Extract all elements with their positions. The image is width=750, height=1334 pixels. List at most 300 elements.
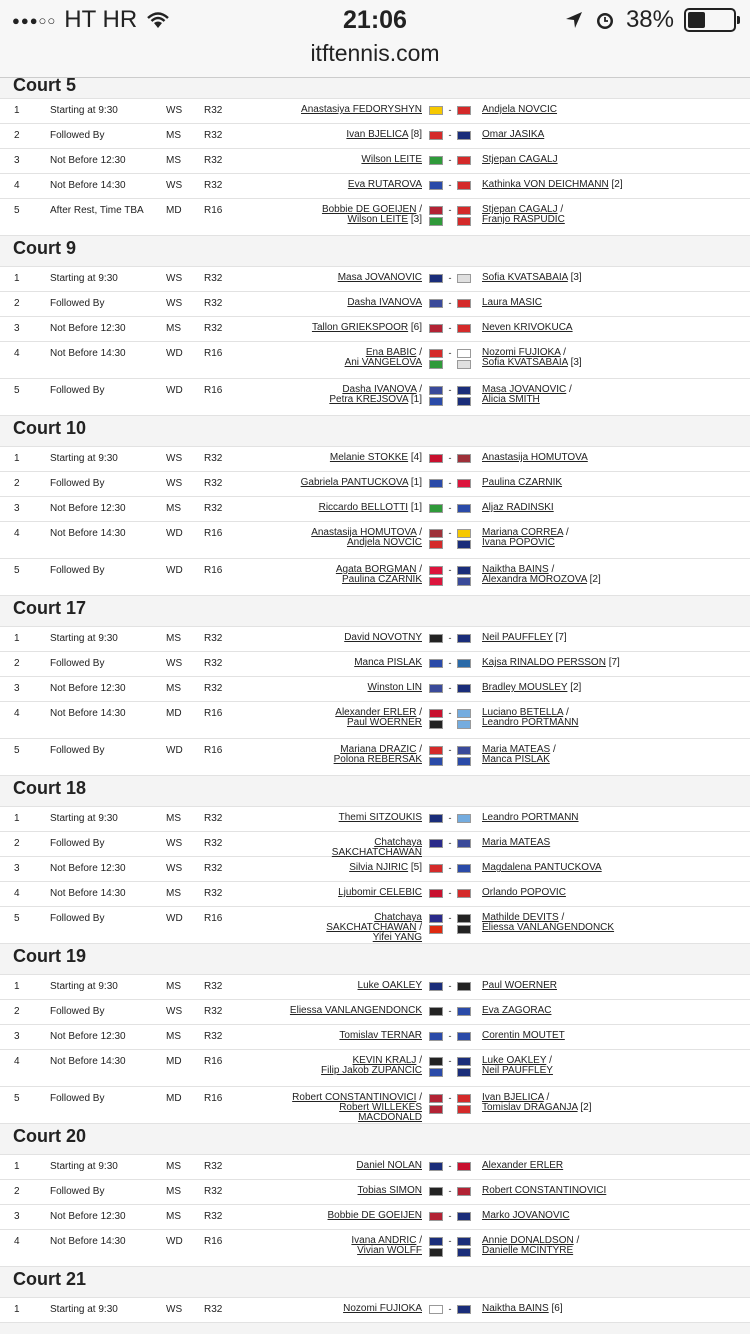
- match-row: [0, 198, 750, 235]
- away-flag-icon: [457, 1305, 471, 1314]
- player-link[interactable]: Alexandra MOROZOVA: [482, 574, 587, 585]
- home-player-line: [282, 683, 422, 693]
- player-link[interactable]: Alicia SMITH: [482, 394, 540, 405]
- player-link[interactable]: Eliessa VANLANGENDONCK: [482, 922, 615, 933]
- away-player-line: Maria MATEAS /: [482, 744, 556, 755]
- home-flag-icon: [429, 720, 443, 729]
- match-event: WD: [166, 565, 183, 576]
- away-players: [478, 1230, 678, 1256]
- away-player-line: Stjepan CAGALJ /: [482, 204, 564, 215]
- player-link[interactable]: Ena BABIC: [365, 347, 417, 358]
- match-event: WS: [166, 180, 183, 191]
- home-player-line: [282, 478, 422, 488]
- match-row: [0, 1086, 750, 1123]
- dash: -: [448, 1056, 452, 1066]
- player-link[interactable]: Kajsa RINALDO PERSSON: [482, 657, 606, 668]
- flag-pair: [429, 478, 471, 488]
- home-player-line: Anastasija HOMUTOVA /: [311, 527, 422, 538]
- player-link[interactable]: Bobbie DE GOEIJEN: [321, 204, 417, 215]
- player-link[interactable]: Orlando POPOVIC: [482, 887, 566, 898]
- player-link[interactable]: Mathilde DEVITS: [482, 912, 559, 923]
- battery-percent: 38%: [625, 6, 674, 33]
- player-link[interactable]: Magdalena PANTUCKOVA: [482, 862, 602, 873]
- player-link[interactable]: Chatchaya SAKCHATCHAWAN: [331, 837, 422, 858]
- player-link[interactable]: Franjo RASPUDIC: [482, 214, 565, 225]
- alarm-icon: [594, 9, 616, 31]
- match-event: WD: [166, 913, 183, 924]
- flags: [422, 99, 478, 115]
- home-players: [282, 149, 422, 165]
- match-number: 2: [14, 1186, 20, 1197]
- player-link[interactable]: Wilson LEITE: [361, 154, 422, 165]
- home-player-line: Alexander ERLER /: [335, 707, 422, 718]
- away-player-line: [482, 503, 678, 513]
- player-link[interactable]: Robert WILLEKES MACDONALD: [339, 1102, 422, 1123]
- home-flag-icon: [429, 217, 443, 226]
- flag-row: [429, 745, 471, 755]
- home-flag-icon: [429, 1032, 443, 1041]
- player-link[interactable]: Anastasiya FEDORYSHYN: [301, 104, 422, 115]
- player-link[interactable]: Manca PISLAK: [354, 657, 422, 668]
- player-link[interactable]: Luciano BETELLA: [482, 707, 564, 718]
- player-link[interactable]: Silvia NJIRIC: [349, 862, 409, 873]
- flag-pair: [429, 981, 471, 991]
- dash: -: [448, 1186, 452, 1196]
- away-player-line: [482, 838, 678, 848]
- away-flag-icon: [457, 709, 471, 718]
- away-players: [478, 739, 678, 765]
- home-flag-icon: [429, 839, 443, 848]
- seed: [1]: [410, 502, 422, 513]
- match-event: WS: [166, 453, 183, 464]
- seed: [2]: [580, 1102, 592, 1113]
- away-flag-icon: [457, 540, 471, 549]
- match-row: [0, 558, 750, 595]
- home-player-line: [282, 323, 422, 333]
- player-link[interactable]: Marko JOVANOVIC: [482, 1210, 570, 1221]
- match-number: 1: [14, 813, 20, 824]
- match-round: R16: [204, 565, 223, 576]
- player-link[interactable]: Dasha IVANOVA: [342, 384, 417, 395]
- away-players: [478, 522, 678, 548]
- match-round: R16: [204, 385, 223, 396]
- player-link[interactable]: Andjela NOVCIC: [346, 537, 422, 548]
- dash: -: [448, 1093, 452, 1103]
- away-flag-icon: [457, 982, 471, 991]
- match-round: R16: [204, 528, 223, 539]
- away-flag-icon: [457, 659, 471, 668]
- court-title: Court 5: [0, 78, 750, 98]
- player-link[interactable]: Leandro PORTMANN: [482, 812, 579, 823]
- player-link[interactable]: Themi SITZOUKIS: [338, 812, 422, 823]
- home-flag-icon: [429, 106, 443, 115]
- player-link[interactable]: Yifei YANG: [372, 932, 422, 943]
- match-row: [0, 738, 750, 775]
- player-link[interactable]: Tomislav TERNAR: [339, 1030, 422, 1041]
- player-link[interactable]: Ivan BJELICA: [346, 129, 409, 140]
- home-player-line: [282, 888, 422, 898]
- dash: -: [448, 528, 452, 538]
- player-link[interactable]: Ivana POPOVIC: [482, 537, 555, 548]
- player-link[interactable]: Petra KREJSOVA: [329, 394, 409, 405]
- player-link[interactable]: Kathinka VON DEICHMANN: [482, 179, 609, 190]
- player-link[interactable]: Maria MATEAS: [482, 744, 551, 755]
- away-players: [478, 174, 678, 190]
- away-flag-icon: [457, 925, 471, 934]
- dash: -: [448, 565, 452, 575]
- away-players: [478, 1000, 678, 1016]
- flag-row: [429, 216, 471, 226]
- match-row: [0, 1049, 750, 1086]
- match-number: 1: [14, 453, 20, 464]
- player-link[interactable]: Naiktha BAINS: [482, 564, 549, 575]
- signal-icon: ●●●○○: [12, 12, 57, 28]
- away-player-line: [482, 180, 678, 190]
- clock: 21:06: [343, 6, 407, 34]
- player-link[interactable]: Paul WOERNER: [482, 980, 558, 991]
- away-flag-icon: [457, 181, 471, 190]
- match-round: R32: [204, 1304, 223, 1315]
- home-flag-icon: [429, 181, 443, 190]
- home-players: [282, 1298, 422, 1314]
- match-event: WS: [166, 478, 183, 489]
- flag-row: [429, 565, 471, 575]
- player-link[interactable]: Tallon GRIEKSPOOR: [311, 322, 409, 333]
- battery-icon: [684, 8, 736, 32]
- away-player-line: [482, 323, 678, 333]
- player-link[interactable]: Omar JASIKA: [482, 129, 545, 140]
- away-players: [478, 199, 678, 225]
- player-link[interactable]: Eva RUTAROVA: [347, 179, 422, 190]
- court-title: Court 18: [0, 776, 750, 806]
- player-link[interactable]: Corentin MOUTET: [482, 1030, 565, 1041]
- flags: [422, 447, 478, 463]
- seed: [3]: [570, 357, 582, 368]
- match-round: R32: [204, 633, 223, 644]
- player-link[interactable]: Maria MATEAS: [482, 837, 551, 848]
- player-link[interactable]: Andjela NOVCIC: [482, 104, 558, 115]
- seed: [1]: [410, 477, 422, 488]
- player-link[interactable]: David NOVOTNY: [344, 632, 422, 643]
- player-link[interactable]: Winston LIN: [367, 682, 422, 693]
- away-players: [478, 379, 678, 405]
- match-number: 4: [14, 708, 20, 719]
- player-link[interactable]: Ivan BJELICA: [482, 1092, 544, 1103]
- flags: [422, 739, 478, 766]
- match-number: 1: [14, 1304, 20, 1315]
- flag-row: [429, 1056, 471, 1066]
- player-link[interactable]: Gabriela PANTUCKOVA: [300, 477, 409, 488]
- court-title: Court 21: [0, 1267, 750, 1297]
- player-link[interactable]: Bradley MOUSLEY: [482, 682, 568, 693]
- flag-pair: [429, 205, 471, 226]
- match-number: 1: [14, 633, 20, 644]
- player-link[interactable]: Leandro PORTMANN: [482, 717, 579, 728]
- away-players: [478, 857, 678, 873]
- flags: [422, 857, 478, 873]
- player-link[interactable]: Naiktha BAINS: [482, 1303, 549, 1314]
- match-start: After Rest, Time TBA: [50, 205, 144, 216]
- match-event: MS: [166, 503, 181, 514]
- flag-pair: [429, 453, 471, 463]
- away-players: [478, 559, 678, 585]
- home-flag-icon: [429, 397, 443, 406]
- home-players: [282, 472, 422, 488]
- home-player-line: Ivana ANDRIC /: [351, 1235, 422, 1246]
- match-row: [0, 1024, 750, 1049]
- flags: [422, 677, 478, 693]
- match-number: 5: [14, 913, 20, 924]
- match-number: 3: [14, 503, 20, 514]
- flag-row: [429, 719, 471, 729]
- away-flag-icon: [457, 274, 471, 283]
- home-flag-icon: [429, 360, 443, 369]
- player-link[interactable]: Masa JOVANOVIC: [482, 384, 567, 395]
- away-player-line: [482, 1161, 678, 1171]
- away-players: [478, 292, 678, 308]
- home-player-line: [282, 1161, 422, 1171]
- player-link[interactable]: Neven KRIVOKUCA: [482, 322, 573, 333]
- away-flag-icon: [457, 349, 471, 358]
- flags: [422, 652, 478, 668]
- away-player-line: Luciano BETELLA /: [482, 707, 569, 718]
- match-round: R32: [204, 888, 223, 899]
- match-start: Not Before 12:30: [50, 1031, 126, 1042]
- url-text: itftennis.com: [310, 40, 440, 66]
- player-link[interactable]: Agata BORGMAN: [335, 564, 417, 575]
- match-event: WD: [166, 1236, 183, 1247]
- home-player-line: Dasha IVANOVA /: [342, 384, 422, 395]
- match-round: R32: [204, 323, 223, 334]
- player-link[interactable]: Paulina CZARNIK: [482, 477, 563, 488]
- match-number: 4: [14, 348, 20, 359]
- match-row: [0, 999, 750, 1024]
- player-link[interactable]: Neil PAUFFLEY: [482, 632, 553, 643]
- player-link[interactable]: Eva ZAGORAC: [482, 1005, 552, 1016]
- home-player-line: [282, 933, 422, 943]
- dash: -: [448, 981, 452, 991]
- home-flag-icon: [429, 1248, 443, 1257]
- flag-pair: [429, 888, 471, 898]
- home-flag-icon: [429, 684, 443, 693]
- match-round: R16: [204, 1093, 223, 1104]
- flags: [422, 1087, 478, 1114]
- player-link[interactable]: Tomislav DRAGANJA: [482, 1102, 578, 1113]
- url-bar[interactable]: [0, 40, 750, 78]
- match-row: [0, 446, 750, 471]
- player-link[interactable]: Stjepan CAGALJ: [482, 154, 558, 165]
- player-link[interactable]: Sofia KVATSABAIA: [482, 357, 568, 368]
- player-link[interactable]: Paulina CZARNIK: [341, 574, 422, 585]
- home-flag-icon: [429, 1305, 443, 1314]
- player-link[interactable]: Polona REBERSAK: [333, 754, 422, 765]
- flag-row: [429, 913, 471, 923]
- flag-pair: [429, 323, 471, 333]
- home-flag-icon: [429, 864, 443, 873]
- seed: [8]: [410, 129, 422, 140]
- player-link[interactable]: Manca PISLAK: [482, 754, 550, 765]
- flag-pair: [429, 708, 471, 729]
- player-link[interactable]: Daniel NOLAN: [356, 1160, 422, 1171]
- match-event: MD: [166, 1056, 182, 1067]
- location-arrow-icon: [564, 10, 584, 30]
- flag-row: [429, 708, 471, 718]
- flag-pair: [429, 273, 471, 283]
- home-player-line: [282, 838, 422, 858]
- away-flag-icon: [457, 889, 471, 898]
- home-player-line: [282, 1066, 422, 1076]
- match-number: 5: [14, 385, 20, 396]
- match-row: [0, 521, 750, 558]
- away-flag-icon: [457, 106, 471, 115]
- player-link[interactable]: Dasha IVANOVA: [347, 297, 422, 308]
- match-number: 4: [14, 1056, 20, 1067]
- dash: -: [448, 385, 452, 395]
- player-link[interactable]: Bobbie DE GOEIJEN: [327, 1210, 422, 1221]
- away-player-line: Annie DONALDSON /: [482, 1235, 580, 1246]
- home-flag-icon: [429, 324, 443, 333]
- match-event: WS: [166, 838, 183, 849]
- match-start: Not Before 14:30: [50, 528, 126, 539]
- flag-row: [429, 396, 471, 406]
- home-flag-icon: [429, 566, 443, 575]
- player-link[interactable]: Mariana CORREA: [482, 527, 564, 538]
- player-link[interactable]: Ani VANGELOVA: [344, 357, 422, 368]
- match-event: WS: [166, 863, 183, 874]
- flag-row: [429, 1211, 471, 1221]
- dash: -: [448, 155, 452, 165]
- flags: [422, 1000, 478, 1016]
- away-players: [478, 1205, 678, 1221]
- player-link[interactable]: Alexander ERLER: [335, 707, 417, 718]
- home-players: [282, 497, 422, 513]
- match-number: 2: [14, 130, 20, 141]
- away-flag-icon: [457, 814, 471, 823]
- player-link[interactable]: Nozomi FUJIOKA: [343, 1303, 422, 1314]
- match-start: Not Before 12:30: [50, 155, 126, 166]
- away-player-line: [482, 130, 678, 140]
- dash: -: [448, 863, 452, 873]
- player-link[interactable]: Filip Jakob ZUPANCIC: [321, 1065, 422, 1076]
- flags: [422, 379, 478, 406]
- player-link[interactable]: Mariana DRAZIC: [340, 744, 417, 755]
- player-link[interactable]: Tobias SIMON: [357, 1185, 422, 1196]
- player-link[interactable]: Luke OAKLEY: [482, 1055, 547, 1066]
- player-link[interactable]: Sofia KVATSABAIA: [482, 272, 568, 283]
- player-link[interactable]: Chatchaya SAKCHATCHAWAN: [326, 912, 422, 933]
- match-round: R32: [204, 1186, 223, 1197]
- dash: -: [448, 1236, 452, 1246]
- player-link[interactable]: Ivana ANDRIC: [351, 1235, 417, 1246]
- flags: [422, 907, 478, 934]
- home-players: [282, 267, 422, 283]
- home-flag-icon: [429, 709, 443, 718]
- player-link[interactable]: Riccardo BELLOTTI: [318, 502, 409, 513]
- away-players: [478, 1050, 678, 1076]
- match-number: 5: [14, 205, 20, 216]
- away-player-line: [482, 273, 678, 283]
- match-start: Not Before 14:30: [50, 1236, 126, 1247]
- player-link[interactable]: Luke OAKLEY: [357, 980, 422, 991]
- match-round: R32: [204, 155, 223, 166]
- match-start: Starting at 9:30: [50, 1304, 118, 1315]
- flag-row: [429, 180, 471, 190]
- player-link[interactable]: Danielle MCINTYRE: [482, 1245, 574, 1256]
- flag-row: [429, 539, 471, 549]
- match-start: Starting at 9:30: [50, 273, 118, 284]
- match-start: Not Before 14:30: [50, 180, 126, 191]
- away-player-line: [482, 981, 678, 991]
- player-link[interactable]: Robert CONSTANTINOVICI: [292, 1092, 417, 1103]
- player-link[interactable]: Melanie STOKKE: [329, 452, 409, 463]
- away-flag-icon: [457, 131, 471, 140]
- dash: -: [448, 658, 452, 668]
- match-number: 2: [14, 1006, 20, 1017]
- player-link[interactable]: Vivian WOLFF: [357, 1245, 422, 1256]
- dash: -: [448, 1304, 452, 1314]
- court-section: [0, 944, 750, 1124]
- home-flag-icon: [429, 1212, 443, 1221]
- match-start: Not Before 12:30: [50, 503, 126, 514]
- player-link[interactable]: Ljubomir CELEBIC: [338, 887, 422, 898]
- match-event: MS: [166, 1161, 181, 1172]
- home-flag-icon: [429, 634, 443, 643]
- player-link[interactable]: Annie DONALDSON: [482, 1235, 574, 1246]
- match-row: [0, 316, 750, 341]
- flags: [422, 317, 478, 333]
- match-round: R32: [204, 863, 223, 874]
- player-link[interactable]: Wilson LEITE: [347, 214, 409, 225]
- home-players: [282, 907, 422, 943]
- away-flag-icon: [457, 684, 471, 693]
- flag-row: [429, 1161, 471, 1171]
- flags: [422, 1025, 478, 1041]
- dash: -: [448, 205, 452, 215]
- away-flag-icon: [457, 324, 471, 333]
- flag-pair: [429, 658, 471, 668]
- flag-pair: [429, 745, 471, 766]
- flags: [422, 702, 478, 729]
- home-flag-icon: [429, 206, 443, 215]
- player-link[interactable]: Masa JOVANOVIC: [337, 272, 422, 283]
- flag-pair: [429, 1236, 471, 1257]
- home-flag-icon: [429, 1187, 443, 1196]
- home-players: [282, 342, 422, 368]
- match-round: R32: [204, 130, 223, 141]
- player-link[interactable]: Neil PAUFFLEY: [482, 1065, 553, 1076]
- away-player-line: [482, 923, 678, 933]
- home-player-line: [282, 298, 422, 308]
- player-link[interactable]: Laura MASIC: [482, 297, 543, 308]
- player-link[interactable]: Alexander ERLER: [482, 1160, 564, 1171]
- match-event: MS: [166, 130, 181, 141]
- home-player-line: [282, 358, 422, 368]
- match-row: [0, 496, 750, 521]
- match-start: Followed By: [50, 565, 105, 576]
- home-players: [282, 292, 422, 308]
- player-link[interactable]: Anastasija HOMUTOVA: [311, 527, 417, 538]
- player-link[interactable]: Robert CONSTANTINOVICI: [482, 1185, 607, 1196]
- player-link[interactable]: Anastasija HOMUTOVA: [482, 452, 588, 463]
- player-link[interactable]: Aljaz RADINSKI: [482, 502, 554, 513]
- home-flag-icon: [429, 914, 443, 923]
- player-link[interactable]: Paul WOERNER: [346, 717, 422, 728]
- player-link[interactable]: Eliessa VANLANGENDONCK: [289, 1005, 422, 1016]
- away-player-line: [482, 1186, 678, 1196]
- player-link[interactable]: KEVIN KRALJ: [352, 1055, 417, 1066]
- player-link[interactable]: Stjepan CAGALJ: [482, 204, 558, 215]
- player-link[interactable]: Nozomi FUJIOKA: [482, 347, 561, 358]
